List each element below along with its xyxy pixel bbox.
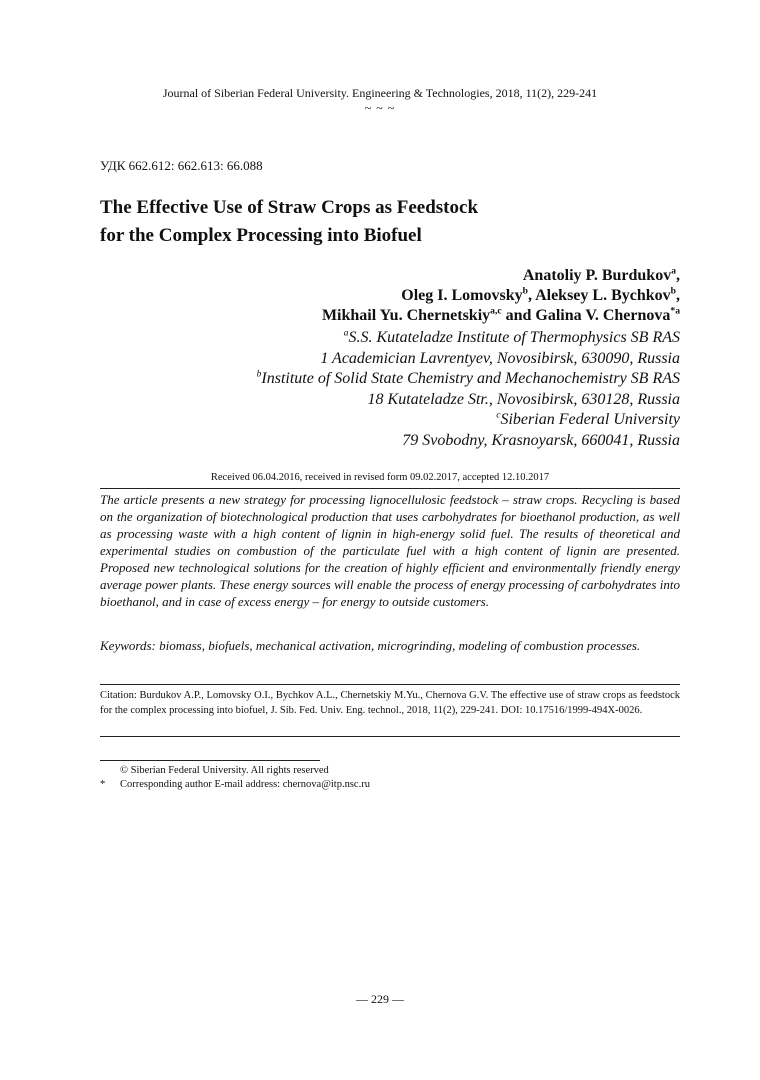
author-name: Galina V. Chernova	[535, 307, 671, 324]
header-ornament: ~ ~ ~	[364, 101, 396, 115]
author-affil-mark: a,c	[490, 305, 502, 317]
author-name: Anatoliy P. Burdukov	[522, 267, 672, 284]
affiliation-mark: a	[343, 327, 349, 339]
page-number: — 229 —	[356, 992, 404, 1006]
author-affil-mark: *a	[670, 305, 680, 317]
affiliation-line	[80, 328, 680, 349]
udk-code: УДК 662.612: 662.613: 66.088	[100, 158, 263, 173]
author-name: Oleg I. Lomovsky	[401, 287, 523, 304]
author-line-1: Anatoliy P. Burdukov$^a$,	[522, 265, 680, 284]
affiliation-list	[80, 328, 680, 451]
footnote-text: Corresponding author E-mail address: chernova@itp.nsc.ru	[120, 779, 370, 790]
affiliation-line	[80, 431, 680, 452]
paper-title	[100, 194, 680, 250]
author-affil-mark: b	[522, 285, 528, 297]
received-dates: Received 06.04.2016, received in revised form 09.02.2017, accepted 12.10.2017	[210, 472, 550, 483]
title-line-2: for the Complex Processing into Biofuel	[100, 225, 422, 246]
affiliation-mark: c	[496, 409, 501, 421]
author-name: Mikhail Yu. Chernetskiy	[321, 307, 491, 324]
author-list	[80, 266, 680, 326]
footnote-rule	[100, 760, 320, 761]
author-line-3: Mikhail Yu. Chernetskiy$^{a,c}$ and Galina V. Chernova$^{*a}$	[321, 305, 680, 324]
affiliation-mark: b	[256, 368, 262, 380]
affiliation-text: 79 Svobodny, Krasnoyarsk, 660041, Russia	[402, 431, 680, 449]
citation-bottom-rule	[100, 736, 680, 737]
affiliation-text: Institute of Solid State Chemistry and Mechanochemistry SB RAS	[261, 370, 680, 387]
affiliation-line	[80, 349, 680, 370]
affiliation-line	[80, 390, 680, 411]
affiliation-text: 1 Academician Lavrentyev, Novosibirsk, 630090, Russia	[320, 349, 680, 367]
affiliation-line	[80, 369, 680, 390]
author-affil-mark: a	[671, 265, 676, 277]
affiliation-line	[80, 410, 680, 431]
footnote-corresponding	[100, 778, 680, 792]
title-line-1: The Effective Use of Straw Crops as Feedstock	[100, 197, 479, 218]
citation-top-rule	[100, 684, 680, 685]
affiliation-text: S.S. Kutateladze Institute of Thermophysics SB RAS	[348, 329, 680, 346]
author-line-2: Oleg I. Lomovsky$^b$, Aleksey L. Bychkov$^b$,	[401, 285, 680, 304]
affiliation-text: Siberian Federal University	[500, 411, 680, 428]
affiliation-text: 18 Kutateladze Str., Novosibirsk, 630128, Russia	[367, 390, 680, 408]
journal-header: Journal of Siberian Federal University. Engineering & Technologies, 2018, 11(2), 229-241	[162, 86, 598, 100]
author-affil-mark: b	[670, 285, 676, 297]
keywords: Keywords: biomass, biofuels, mechanical activation, microgrinding, modeling of combustion processes.	[100, 638, 641, 653]
citation: Citation: Burdukov A.P., Lomovsky O.I., Bychkov A.L., Chernetskiy M.Yu., Chernova G.V. The effective use of straw crops as feedstock for the complex processing into biofuel, J. Sib. Fed. Univ. Eng. technol., 2018, 11(2), 229-241. DOI: 10.17516/1999-494X-0026.	[100, 690, 680, 716]
abstract-top-rule	[100, 488, 680, 489]
footnote-star: *	[100, 779, 106, 790]
footnote-text: © Siberian Federal University. All rights reserved	[120, 765, 329, 776]
footnote-copyright	[100, 764, 680, 778]
author-name: Aleksey L. Bychkov	[535, 287, 671, 304]
abstract: The article presents a new strategy for processing lignocellulosic feedstock – straw crops. Recycling is based on the organization of biotechnological production that uses carbohydrates for bioethanol production, as well as processing waste with a high content of lignin in high-energy solid fuel. The results of theoretical and experimental studies on combustion of the particulate fuel with a high content of lignin are presented. Proposed new technological solutions for the creation of highly efficient and environmentally friendly energy average power plants. These energy sources will enable the process of energy processing of carbohydrates into bioethanol, and in case of excess energy – for energy to outside customers.	[100, 492, 680, 609]
